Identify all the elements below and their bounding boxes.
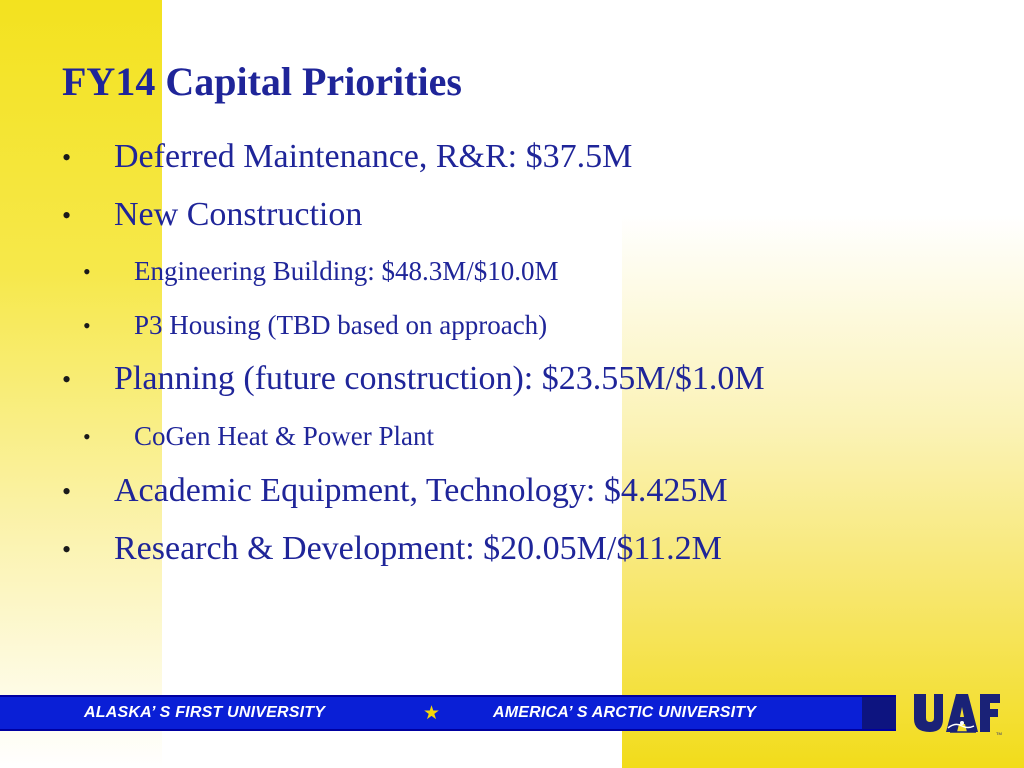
footer-bar <box>0 695 896 731</box>
bullet-dot-icon: • <box>62 143 72 172</box>
bullet-dot-icon: • <box>83 313 91 338</box>
bullet-text: P3 Housing (TBD based on approach) <box>134 310 548 340</box>
footer-bar-cap <box>862 697 896 729</box>
bullet-dot-icon: • <box>62 201 72 230</box>
footer-right-tagline: AMERICA’ S ARCTIC UNIVERSITY <box>493 704 757 721</box>
bullet-dot-icon: • <box>62 365 72 394</box>
bullet-text: Academic Equipment, Technology: $4.425M <box>114 472 728 509</box>
bullet-text: Research & Development: $20.05M/$11.2M <box>114 530 722 567</box>
bullet-dot-icon: • <box>83 424 91 449</box>
bullet-text: CoGen Heat & Power Plant <box>134 421 434 451</box>
bullet-item-new-construction <box>62 196 363 234</box>
footer-left-tagline: ALASKA’ S FIRST UNIVERSITY <box>84 704 326 721</box>
bullet-dot-icon: • <box>83 259 91 284</box>
bullet-text: Planning (future construction): $23.55M/$1.0M <box>114 360 765 397</box>
sub-bullet-item-cogen-plant <box>83 421 434 452</box>
slide-title: FY14 Capital Priorities <box>62 59 462 104</box>
bullet-item-academic-equipment <box>62 472 728 510</box>
bullet-dot-icon: • <box>62 477 72 506</box>
star-icon: ★ <box>423 702 441 724</box>
sub-bullet-item-p3-housing <box>83 310 548 341</box>
sub-bullet-item-engineering-building <box>83 256 559 287</box>
bullet-text: Deferred Maintenance, R&R: $37.5M <box>114 138 633 175</box>
bullet-item-research-development <box>62 530 722 568</box>
bullet-text: New Construction <box>114 196 363 233</box>
svg-text:TM: TM <box>996 731 1002 736</box>
bullet-text: Engineering Building: $48.3M/$10.0M <box>134 256 559 286</box>
uaf-logo <box>910 688 1002 736</box>
bullet-item-planning <box>62 360 765 398</box>
bullet-dot-icon: • <box>62 535 72 564</box>
bullet-item-deferred-maintenance <box>62 138 633 176</box>
